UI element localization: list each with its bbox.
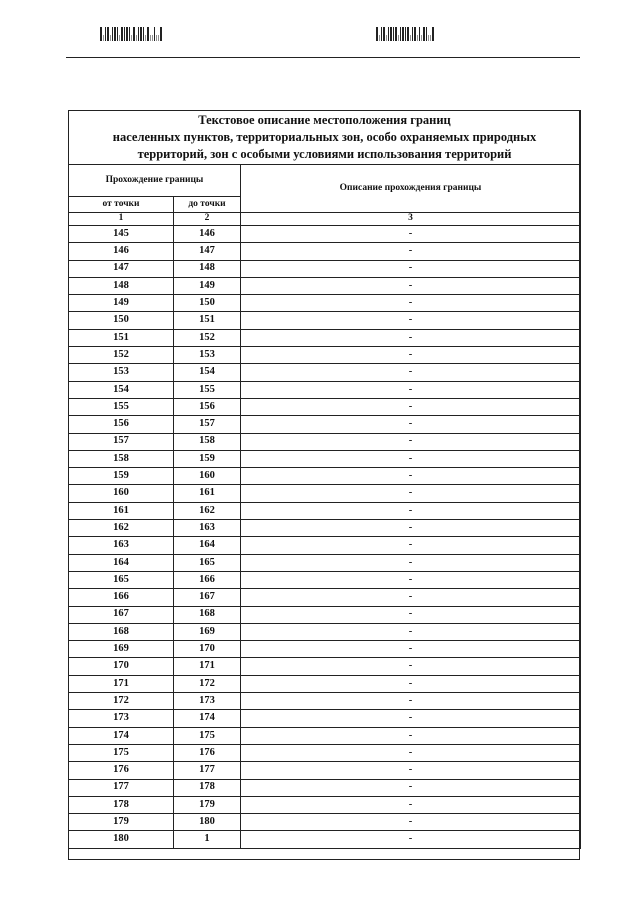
description-cell: - (241, 589, 581, 606)
barcode-bar (119, 35, 120, 41)
table-row (69, 416, 581, 433)
barcode-bar (154, 27, 156, 41)
barcode-bar (430, 35, 431, 41)
barcode-bar (428, 35, 429, 41)
boundary-description-table (68, 110, 581, 849)
barcode-bar (126, 27, 128, 41)
barcode-bar (145, 35, 146, 41)
table-row (69, 450, 581, 467)
description-cell: - (241, 450, 581, 467)
barcode-bar (381, 27, 383, 41)
table-title (69, 111, 581, 165)
to-point-cell: 177 (174, 762, 241, 779)
barcode-bar (405, 27, 407, 41)
to-point-cell: 174 (174, 710, 241, 727)
barcode-bar (393, 27, 395, 41)
barcode-bar (103, 35, 104, 41)
to-point-cell: 178 (174, 779, 241, 796)
from-point-cell: 171 (69, 675, 174, 692)
table-title-line: населенных пунктов, территориальных зон, особо охраняемых природных (112, 130, 537, 145)
table-row (69, 606, 581, 623)
from-point-cell: 161 (69, 502, 174, 519)
barcode-right (376, 27, 435, 41)
table-row (69, 554, 581, 571)
barcode-bar (114, 27, 116, 41)
description-cell: - (241, 260, 581, 277)
description-cell: - (241, 347, 581, 364)
table-row (69, 502, 581, 519)
to-point-cell: 159 (174, 450, 241, 467)
description-cell: - (241, 416, 581, 433)
header-description: Описание прохождения границы (241, 165, 581, 213)
barcode-bar (400, 27, 402, 41)
from-point-cell: 146 (69, 243, 174, 260)
table-row (69, 295, 581, 312)
table-row (69, 277, 581, 294)
barcode-bar (414, 27, 416, 41)
description-cell: - (241, 675, 581, 692)
barcode-left (100, 27, 163, 41)
to-point-cell: 173 (174, 693, 241, 710)
to-point-cell: 176 (174, 744, 241, 761)
barcode-bar (150, 35, 151, 41)
to-point-cell: 164 (174, 537, 241, 554)
table-row (69, 312, 581, 329)
table-row (69, 814, 581, 831)
barcode-bar (121, 27, 123, 41)
header-boundary-passage: Прохождение границы (69, 165, 241, 197)
barcode-bar (410, 35, 411, 41)
barcode-bar (390, 27, 392, 41)
description-cell: - (241, 295, 581, 312)
to-point-cell: 169 (174, 623, 241, 640)
barcode-bar (379, 35, 380, 41)
to-point-cell: 163 (174, 520, 241, 537)
description-cell: - (241, 364, 581, 381)
header-rule (66, 57, 580, 58)
description-cell: - (241, 485, 581, 502)
barcode-bar (419, 27, 421, 41)
to-point-cell: 160 (174, 468, 241, 485)
barcode-bar (398, 35, 399, 41)
description-cell: - (241, 502, 581, 519)
table-row (69, 537, 581, 554)
barcode-bar (402, 27, 404, 41)
to-point-cell: 179 (174, 796, 241, 813)
barcode-bar (100, 27, 102, 41)
description-cell: - (241, 243, 581, 260)
to-point-cell: 175 (174, 727, 241, 744)
table-row (69, 831, 581, 848)
table-row (69, 779, 581, 796)
description-cell: - (241, 641, 581, 658)
to-point-cell: 152 (174, 329, 241, 346)
from-point-cell: 166 (69, 589, 174, 606)
to-point-cell: 155 (174, 381, 241, 398)
from-point-cell: 175 (69, 744, 174, 761)
to-point-cell: 154 (174, 364, 241, 381)
header-to-point: до точки (174, 197, 241, 213)
barcode-bar (423, 27, 425, 41)
description-cell: - (241, 623, 581, 640)
to-point-cell: 157 (174, 416, 241, 433)
barcode-bar (136, 35, 137, 41)
barcode-bar (426, 27, 428, 41)
to-point-cell: 162 (174, 502, 241, 519)
table-row (69, 641, 581, 658)
column-number-3: 3 (241, 213, 581, 226)
description-cell: - (241, 537, 581, 554)
table-row (69, 589, 581, 606)
from-point-cell: 149 (69, 295, 174, 312)
table-row (69, 658, 581, 675)
description-cell: - (241, 226, 581, 243)
to-point-cell: 151 (174, 312, 241, 329)
table-row (69, 693, 581, 710)
to-point-cell: 170 (174, 641, 241, 658)
from-point-cell: 160 (69, 485, 174, 502)
header-from-point: от точки (69, 197, 174, 213)
barcode-bar (131, 35, 132, 41)
table-row (69, 381, 581, 398)
description-cell: - (241, 779, 581, 796)
table-row (69, 398, 581, 415)
to-point-cell: 167 (174, 589, 241, 606)
from-point-cell: 174 (69, 727, 174, 744)
table-row (69, 364, 581, 381)
table-row (69, 727, 581, 744)
to-point-cell: 147 (174, 243, 241, 260)
barcode-bar (412, 27, 414, 41)
table-row (69, 347, 581, 364)
table-row (69, 571, 581, 588)
to-point-cell: 153 (174, 347, 241, 364)
barcode-bar (386, 35, 387, 41)
to-point-cell: 161 (174, 485, 241, 502)
barcode-bar (160, 27, 162, 41)
from-point-cell: 179 (69, 814, 174, 831)
from-point-cell: 159 (69, 468, 174, 485)
from-point-cell: 177 (69, 779, 174, 796)
barcode-bar (147, 27, 149, 41)
table-row (69, 520, 581, 537)
from-point-cell: 150 (69, 312, 174, 329)
from-point-cell: 165 (69, 571, 174, 588)
barcode-bar (417, 35, 418, 41)
barcode-bar (133, 27, 135, 41)
barcode-bar (107, 27, 109, 41)
to-point-cell: 172 (174, 675, 241, 692)
to-point-cell: 168 (174, 606, 241, 623)
to-point-cell: 1 (174, 831, 241, 848)
barcode-bar (140, 27, 142, 41)
to-point-cell: 171 (174, 658, 241, 675)
to-point-cell: 148 (174, 260, 241, 277)
from-point-cell: 164 (69, 554, 174, 571)
from-point-cell: 155 (69, 398, 174, 415)
from-point-cell: 168 (69, 623, 174, 640)
table-row (69, 675, 581, 692)
barcode-bar (432, 27, 434, 41)
from-point-cell: 162 (69, 520, 174, 537)
description-cell: - (241, 727, 581, 744)
table-row (69, 762, 581, 779)
barcode-bar (112, 27, 114, 41)
description-cell: - (241, 658, 581, 675)
column-number-1: 1 (69, 213, 174, 226)
barcode-bar (110, 35, 111, 41)
from-point-cell: 172 (69, 693, 174, 710)
table-row (69, 433, 581, 450)
table-row (69, 260, 581, 277)
to-point-cell: 146 (174, 226, 241, 243)
description-cell: - (241, 277, 581, 294)
barcode-bar (152, 35, 153, 41)
from-point-cell: 169 (69, 641, 174, 658)
table-row (69, 329, 581, 346)
barcode-bar (421, 35, 422, 41)
from-point-cell: 180 (69, 831, 174, 848)
column-number-2: 2 (174, 213, 241, 226)
from-point-cell: 151 (69, 329, 174, 346)
description-cell: - (241, 398, 581, 415)
table-title-line: Текстовое описание местоположения границ (198, 113, 451, 128)
from-point-cell: 158 (69, 450, 174, 467)
barcode-bar (105, 27, 107, 41)
to-point-cell: 166 (174, 571, 241, 588)
from-point-cell: 176 (69, 762, 174, 779)
description-cell: - (241, 312, 581, 329)
barcode-bar (129, 27, 131, 41)
to-point-cell: 150 (174, 295, 241, 312)
description-cell: - (241, 744, 581, 761)
barcode-bar (117, 27, 119, 41)
barcode-bar (156, 35, 157, 41)
from-point-cell: 167 (69, 606, 174, 623)
table-row (69, 796, 581, 813)
barcode-bar (388, 27, 390, 41)
description-cell: - (241, 606, 581, 623)
description-cell: - (241, 329, 581, 346)
from-point-cell: 170 (69, 658, 174, 675)
description-cell: - (241, 554, 581, 571)
table-body (69, 226, 581, 849)
barcode-bar (158, 35, 159, 41)
barcode-bar (143, 27, 145, 41)
table-title-line: территорий, зон с особыми условиями использования территорий (137, 146, 512, 161)
table-row (69, 468, 581, 485)
description-cell: - (241, 433, 581, 450)
description-cell: - (241, 571, 581, 588)
description-cell: - (241, 831, 581, 848)
to-point-cell: 149 (174, 277, 241, 294)
description-cell: - (241, 796, 581, 813)
from-point-cell: 154 (69, 381, 174, 398)
description-cell: - (241, 468, 581, 485)
description-cell: - (241, 381, 581, 398)
to-point-cell: 156 (174, 398, 241, 415)
table-row (69, 243, 581, 260)
from-point-cell: 152 (69, 347, 174, 364)
from-point-cell: 156 (69, 416, 174, 433)
barcode-bar (407, 27, 409, 41)
from-point-cell: 163 (69, 537, 174, 554)
table-row (69, 226, 581, 243)
from-point-cell: 173 (69, 710, 174, 727)
from-point-cell: 145 (69, 226, 174, 243)
table-row (69, 623, 581, 640)
to-point-cell: 180 (174, 814, 241, 831)
from-point-cell: 153 (69, 364, 174, 381)
barcode-bar (138, 27, 140, 41)
description-cell: - (241, 520, 581, 537)
from-point-cell: 147 (69, 260, 174, 277)
from-point-cell: 148 (69, 277, 174, 294)
table-row (69, 485, 581, 502)
from-point-cell: 157 (69, 433, 174, 450)
from-point-cell: 178 (69, 796, 174, 813)
description-cell: - (241, 693, 581, 710)
table-row (69, 744, 581, 761)
barcode-bar (395, 27, 397, 41)
description-cell: - (241, 814, 581, 831)
barcode-bar (124, 27, 126, 41)
to-point-cell: 158 (174, 433, 241, 450)
description-cell: - (241, 762, 581, 779)
table-row (69, 710, 581, 727)
to-point-cell: 165 (174, 554, 241, 571)
barcode-bar (376, 27, 378, 41)
description-cell: - (241, 710, 581, 727)
barcode-bar (383, 27, 385, 41)
